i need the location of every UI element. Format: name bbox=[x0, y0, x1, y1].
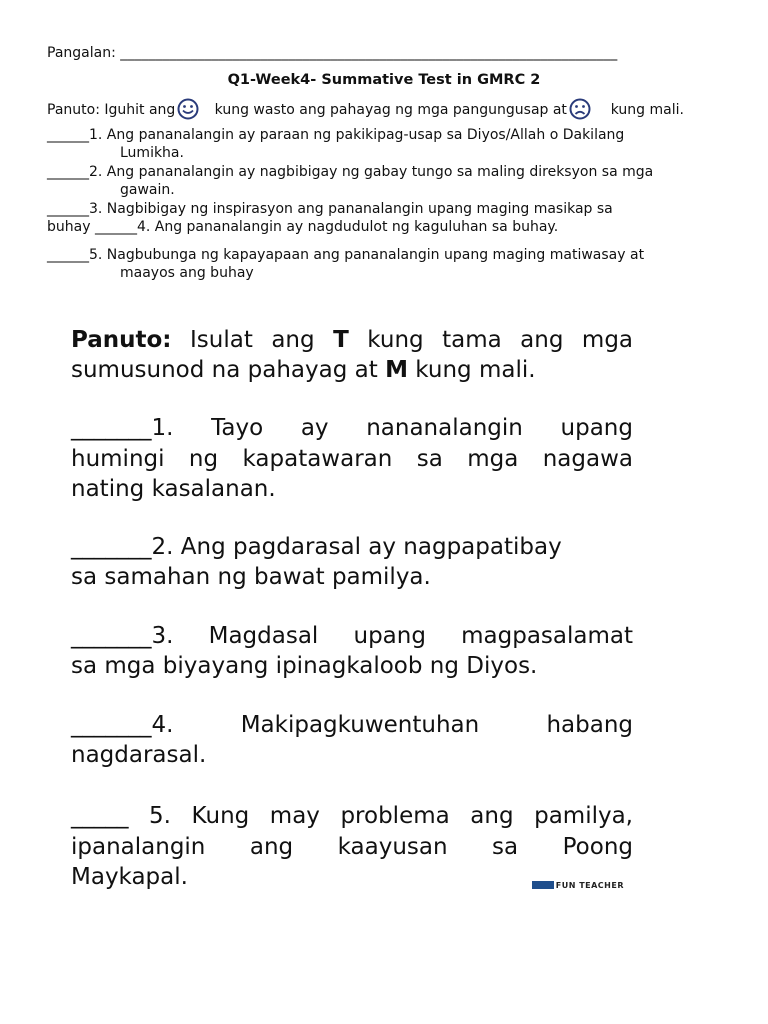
item-3-line1: ______3. Nagbibigay ng inspirasyon ang pananalangin upang maging masikap sa bbox=[47, 201, 613, 217]
ws-q5-line3: Maykapal. bbox=[71, 864, 188, 890]
item-5-line1: ______5. Nagbubunga ng kapayapaan ang pananalangin upang maging matiwasay at bbox=[47, 247, 645, 263]
instruction bbox=[47, 98, 727, 120]
item-2-line1: ______2. Ang pananalangin ay nagbibigay ng gabay tungo sa maling direksyon sa mga bbox=[47, 164, 654, 180]
ws-instr-c: sumusunod na pahayag at bbox=[71, 357, 378, 383]
instruction-part3: kung mali. bbox=[610, 102, 684, 118]
ws-q3-line2: sa mga biyayang ipinagkaloob ng Diyos. bbox=[71, 653, 538, 679]
item-3-line2: buhay ______4. Ang pananalangin ay nagdudulot ng kaguluhan sa buhay. bbox=[47, 219, 559, 235]
brand-text: FUN TEACHER bbox=[555, 881, 624, 890]
ws-q4-line2: nagdarasal. bbox=[71, 742, 207, 768]
fun-teacher-logo bbox=[532, 881, 624, 891]
ws-q2-line1: _______2. Ang pagdarasal ay nagpapatibay bbox=[71, 534, 562, 560]
ws-q1-line3: nating kasalanan. bbox=[71, 476, 276, 502]
item-1 bbox=[47, 126, 737, 162]
instruction-part2: kung wasto ang pahayag ng mga pangungusap at bbox=[214, 102, 567, 118]
smiley-face-icon bbox=[177, 98, 199, 120]
item-3 bbox=[47, 200, 737, 236]
item-1-line2: Lumikha. bbox=[120, 145, 184, 161]
ws-q1-line1: _______1. Tayo ay nananalangin upang bbox=[71, 415, 633, 441]
instruction-part1: Panuto: Iguhit ang bbox=[47, 102, 176, 118]
item-1-line1: ______1. Ang pananalangin ay paraan ng pakikipag-usap sa Diyos/Allah o Dakilang bbox=[47, 127, 625, 143]
ws-instr-M: M bbox=[385, 357, 408, 383]
ws-instr-T: T bbox=[333, 327, 349, 353]
ws-panuto-label: Panuto: bbox=[71, 327, 172, 353]
item-5-line2: maayos ang buhay bbox=[120, 265, 254, 281]
ws-instr-b: kung tama ang mga bbox=[367, 327, 634, 353]
ws-q5-line1: _____ 5. Kung may problema ang pamilya, bbox=[71, 803, 633, 829]
ws-q5-line2: ipanalangin ang kaayusan sa Poong bbox=[71, 834, 633, 860]
item-2 bbox=[47, 163, 737, 199]
ws-instruction-line1 bbox=[71, 325, 633, 355]
ws-instr-a: Isulat ang bbox=[190, 327, 315, 353]
ws-instruction-line2 bbox=[71, 355, 633, 385]
page-title: Q1-Week4- Summative Test in GMRC 2 bbox=[227, 72, 541, 88]
ws-q3-line1: _______3. Magdasal upang magpasalamat bbox=[71, 623, 633, 649]
ws-q2-line2: sa samahan ng bawat pamilya. bbox=[71, 564, 431, 590]
ws-instr-d: kung mali. bbox=[415, 357, 536, 383]
worksheet-image-upper bbox=[67, 318, 634, 773]
item-2-line2: gawain. bbox=[120, 182, 175, 198]
ws-q1-line2: humingi ng kapatawaran sa mga nagawa bbox=[71, 446, 633, 472]
worksheet-image-lower bbox=[67, 795, 634, 891]
ws-q4-line1: _______4. Makipagkuwentuhan habang bbox=[71, 712, 633, 738]
sad-face-icon bbox=[569, 98, 591, 120]
name-line: Pangalan: _______________________________________________________________________ bbox=[47, 45, 618, 61]
item-5 bbox=[47, 246, 737, 282]
